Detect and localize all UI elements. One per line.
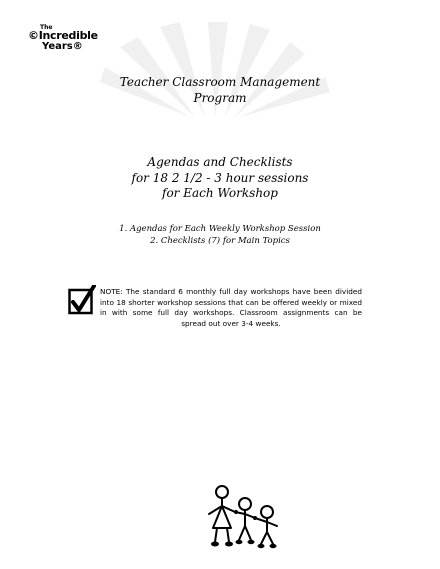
logo-incredible: ©Incredible (28, 29, 98, 42)
logo-years: Years® (42, 41, 83, 52)
checkbox-checked-icon (68, 285, 96, 315)
contents-list (0, 223, 440, 247)
title-line-1: Teacher Classroom Management (119, 75, 321, 89)
page-subtitle (0, 155, 440, 202)
list-item: 1. Agendas for Each Weekly Workshop Session (119, 224, 321, 234)
family-drawing-icon (205, 484, 285, 549)
incredible-years-logo (28, 24, 108, 64)
list-item: 2. Checklists (7) for Main Topics (150, 236, 290, 246)
subtitle-line-2: for 18 2 1/2 - 3 hour sessions (131, 170, 309, 185)
title-line-2: Program (193, 91, 247, 105)
note-paragraph: NOTE: The standard 6 monthly full day workshops have been divided into 18 shorter workshop sessions that can be offered weekly or mixed in with some full day workshops. Classroom assignments can be spread out over 3-4 weeks. (100, 287, 362, 328)
subtitle-line-3: for Each Workshop (162, 186, 278, 200)
page-title (0, 74, 440, 106)
subtitle-line-1: Agendas and Checklists (147, 155, 293, 169)
logo-the: The (40, 24, 53, 31)
